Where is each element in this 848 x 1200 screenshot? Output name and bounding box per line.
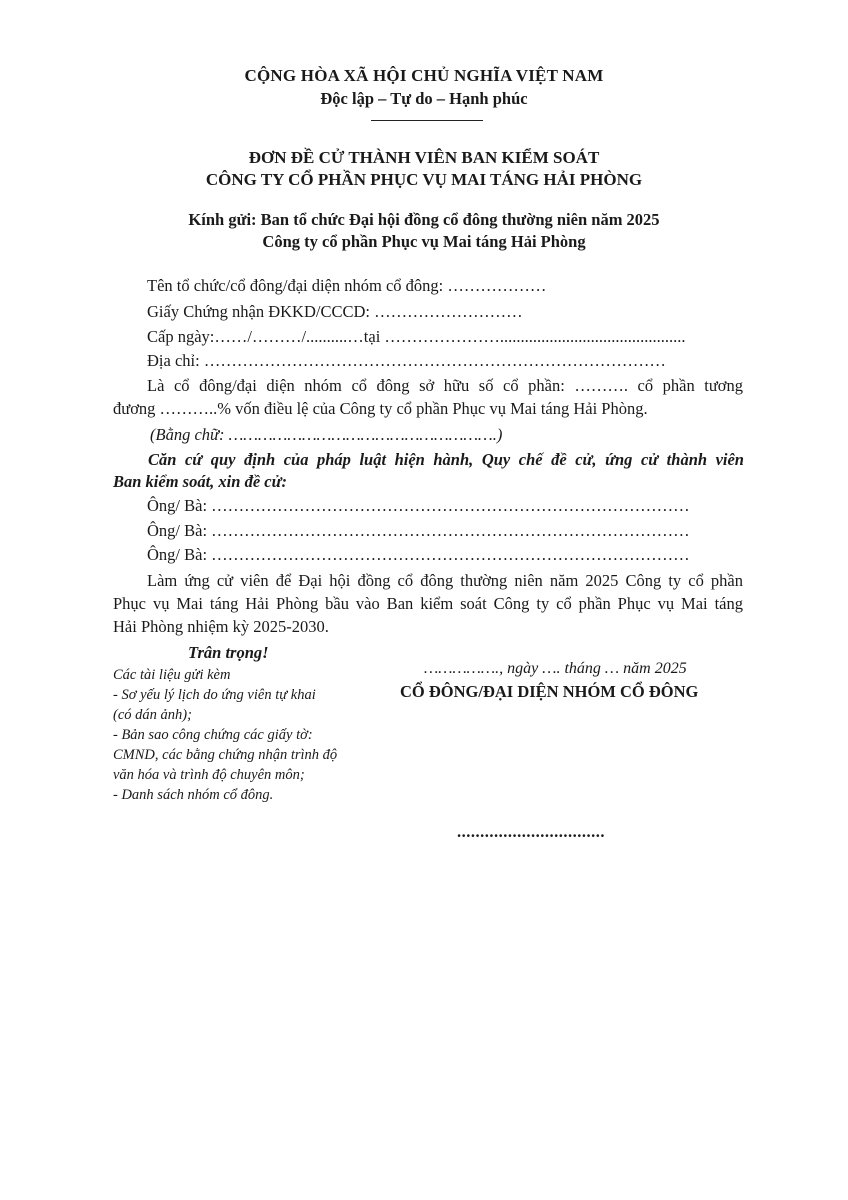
national-motto: Độc lập – Tự do – Hạnh phúc <box>320 89 528 108</box>
signature-title: CỔ ĐÔNG/ĐẠI DIỆN NHÓM CỔ ĐÔNG <box>400 682 699 701</box>
attachment-item: - Danh sách nhóm cổ đông. <box>113 787 274 803</box>
field-address: Địa chỉ: ………………………………………………………………………… <box>147 351 666 370</box>
closing-greeting: Trân trọng! <box>188 643 269 662</box>
candidacy-line1: Làm ứng cử viên để Đại hội đồng cổ đông thường niên năm 2025 Công ty cổ phần <box>147 571 743 590</box>
nominee-line: Ông/ Bà: …………………………………………………………………………… <box>147 545 690 564</box>
recipient-line2: Công ty cổ phần Phục vụ Mai táng Hải Phòng <box>262 232 586 251</box>
attachment-item: (có dán ảnh); <box>113 707 192 723</box>
document-title-line1: ĐƠN ĐỀ CỬ THÀNH VIÊN BAN KIỂM SOÁT <box>248 148 600 167</box>
shares-line1: Là cổ đông/đại diện nhóm cổ đông sở hữu số cổ phần: ………. cổ phần tương <box>147 376 743 395</box>
legal-basis-line1: Căn cứ quy định của pháp luật hiện hành, Quy chế đề cử, ứng cử thành viên <box>148 450 744 469</box>
attachment-item: - Sơ yếu lý lịch do ứng viên tự khai <box>113 687 316 703</box>
nominee-line: Ông/ Bà: …………………………………………………………………………… <box>147 496 690 515</box>
field-certificate: Giấy Chứng nhận ĐKKD/CCCD: ……………………… <box>147 302 523 321</box>
signature-date-line: ……………., ngày …. tháng … năm 2025 <box>424 660 687 677</box>
document-title-line2: CÔNG TY CỔ PHẦN PHỤC VỤ MAI TÁNG HẢI PHÒNG <box>205 170 643 189</box>
legal-basis-line2: Ban kiểm soát, xin đề cử: <box>113 472 287 491</box>
attachment-item: - Bản sao công chứng các giấy tờ: <box>113 727 313 743</box>
candidacy-line3: Hải Phòng nhiệm kỳ 2025-2030. <box>113 617 329 636</box>
shares-in-words: (Bằng chữ: ……………………………………………….) <box>150 425 503 444</box>
attachment-item: văn hóa và trình độ chuyên môn; <box>113 767 305 783</box>
national-title: CỘNG HÒA XÃ HỘI CHỦ NGHĨA VIỆT NAM <box>244 66 604 85</box>
motto-underline <box>371 120 483 121</box>
nominee-line: Ông/ Bà: …………………………………………………………………………… <box>147 521 690 540</box>
shares-line2: đương ………..% vốn điều lệ của Công ty cổ phần Phục vụ Mai táng Hải Phòng. <box>113 399 648 418</box>
field-org-name: Tên tổ chức/cổ đông/đại diện nhóm cổ đông: ……………… <box>147 276 547 295</box>
recipient-line1: Kính gửi: Ban tổ chức Đại hội đồng cổ đông thường niên năm 2025 <box>188 210 660 229</box>
attachments-heading: Các tài liệu gửi kèm <box>113 667 231 683</box>
signature-line: ................................ <box>457 822 605 841</box>
candidacy-line2: Phục vụ Mai táng Hải Phòng bầu vào Ban kiểm soát Công ty cổ phần Phục vụ Mai táng <box>113 594 743 613</box>
field-issue-date: Cấp ngày:……/………/..........…tại …………………............................................. <box>147 327 686 346</box>
attachment-item: CMND, các bằng chứng nhận trình độ <box>113 747 338 763</box>
